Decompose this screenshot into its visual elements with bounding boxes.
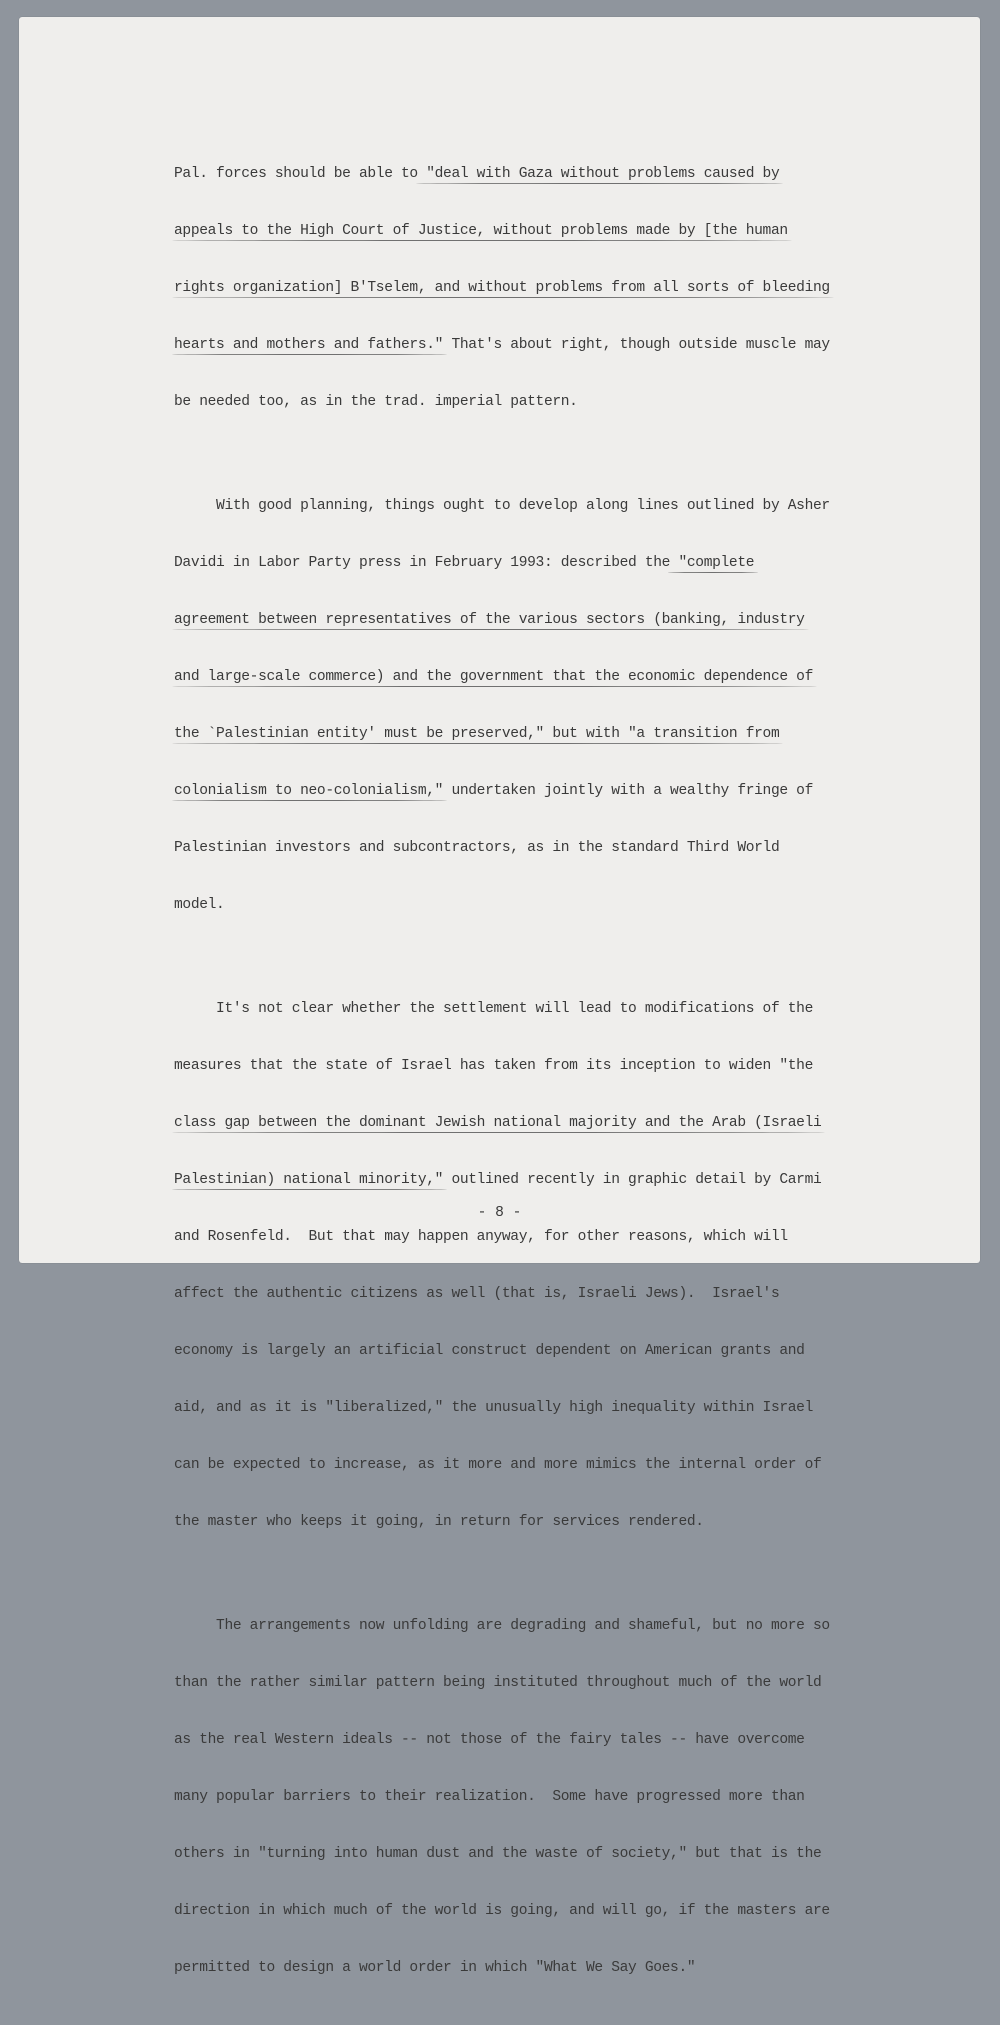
underlined-text: colonialism to neo-colonialism," [174,783,444,799]
text-line [174,611,934,630]
text-line: Palestinian) national minority," outlined recently in graphic detail by Carmi [174,1172,822,1188]
page-number: - 8 - [477,1205,522,1221]
text-line [174,725,934,744]
text-line: others in "turning into human dust and the waste of society," but that is the [174,1846,822,1862]
document-page [19,17,980,1976]
paragraph-2 [174,459,934,953]
text-line [174,279,934,298]
text-line: affect the authentic citizens as well (that is, Israeli Jews). Israel's [174,1286,780,1302]
text-line: be needed too, as in the trad. imperial pattern. [174,394,578,410]
text-line: direction in which much of the world is going, and will go, if the masters are [174,1903,830,1919]
text-line: economy is largely an artificial construct dependent on American grants and [174,1343,805,1359]
text-line: as the real Western ideals -- not those of the fairy tales -- have overcome [174,1732,805,1748]
paragraph-3 [174,962,934,1570]
text-line: measures that the state of Israel has taken from its inception to widen "the [174,1058,813,1074]
text-line: model. [174,897,225,913]
underlined-text: rights organization] B'Tselem, and without problems from all sorts of bleeding [174,280,830,296]
underlined-text: the `Palestinian entity' must be preserved," but with "a transition from [174,726,780,742]
text-line: Palestinian investors and subcontractors, as in the standard Third World [174,840,780,856]
paragraph-1 [174,127,934,450]
text-line: colonialism to neo-colonialism," undertaken jointly with a wealthy fringe of [174,783,813,799]
text-line: It's not clear whether the settlement will lead to modifications of the [174,1001,813,1017]
text-line: than the rather similar pattern being instituted throughout much of the world [174,1675,822,1691]
text-line: Pal. forces should be able to "deal with Gaza without problems caused by [174,166,780,182]
text-line: permitted to design a world order in which "What We Say Goes." [174,1960,696,1976]
text-line: and Rosenfeld. But that may happen anyway, for other reasons, which will [174,1229,788,1245]
text-line: many popular barriers to their realization. Some have progressed more than [174,1789,805,1805]
underlined-text: "deal with Gaza without problems caused by [417,166,780,182]
text-line: The arrangements now unfolding are degrading and shameful, but no more so [174,1618,830,1634]
underlined-text: and large-scale commerce) and the government that the economic dependence of [174,669,813,685]
text-line: aid, and as it is "liberalized," the unusually high inequality within Israel [174,1400,813,1416]
paragraph-4 [174,1579,934,2016]
underlined-text: class gap between the dominant Jewish national majority and the Arab (Israeli [174,1115,822,1131]
document-body [174,127,934,2025]
underlined-text: appeals to the High Court of Justice, without problems made by [the human [174,223,788,239]
text-line [174,668,934,687]
text-line [174,1114,934,1133]
text-line: can be expected to increase, as it more and more mimics the internal order of [174,1457,822,1473]
underlined-text: hearts and mothers and fathers." [174,337,444,353]
underlined-text: Palestinian) national minority," [174,1172,444,1188]
text-line: hearts and mothers and fathers." That's about right, though outside muscle may [174,337,830,353]
text-line: the master who keeps it going, in return for services rendered. [174,1514,704,1530]
underlined-text: "complete [670,555,755,571]
underlined-text: agreement between representatives of the various sectors (banking, industry [174,612,805,628]
text-line: With good planning, things ought to develop along lines outlined by Asher [174,498,830,514]
text-line: Davidi in Labor Party press in February 1993: described the "complete [174,555,755,571]
text-line [174,222,934,241]
